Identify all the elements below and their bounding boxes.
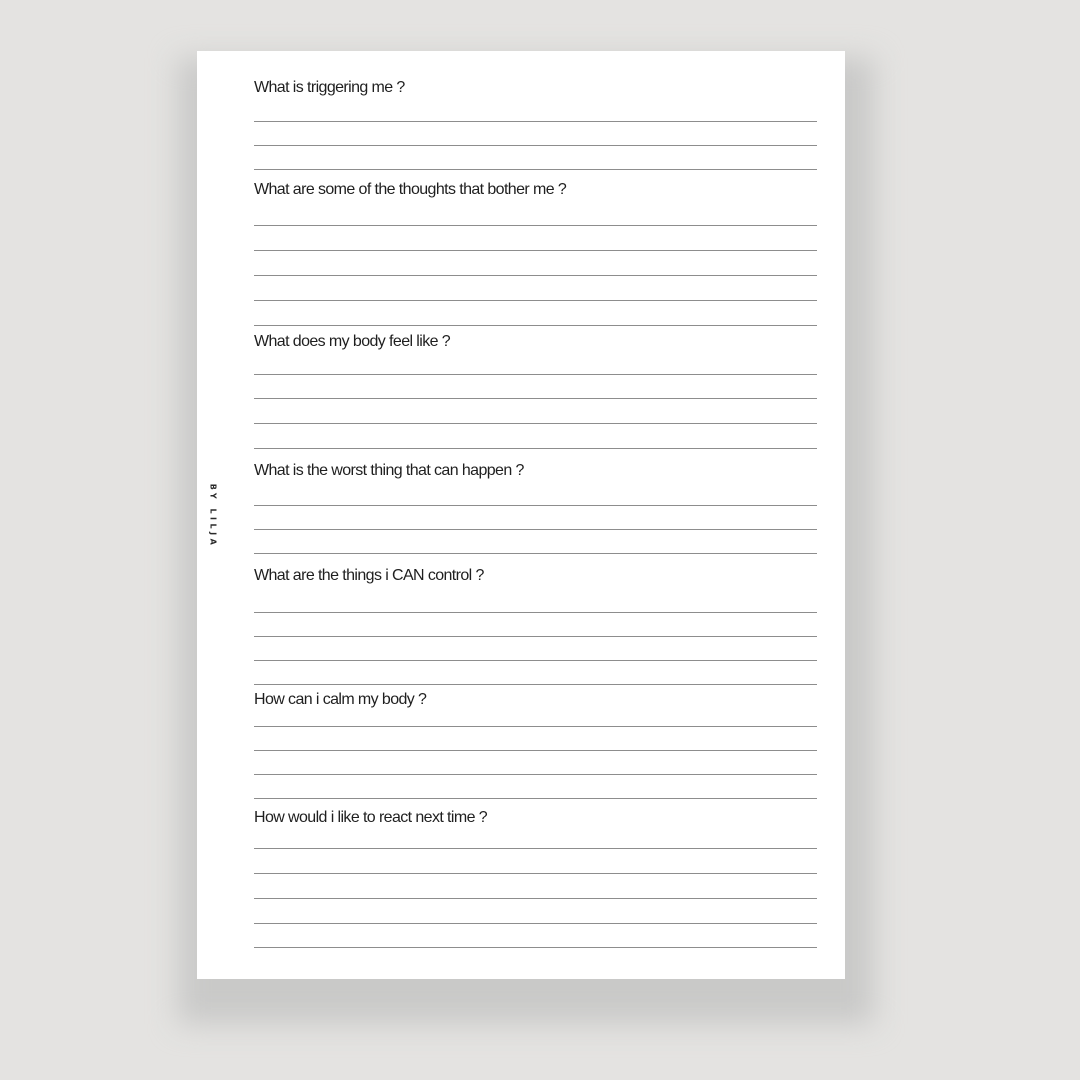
writing-line bbox=[254, 121, 817, 122]
writing-line bbox=[254, 636, 817, 637]
writing-line bbox=[254, 505, 817, 506]
question-6: How can i calm my body ? bbox=[254, 691, 427, 708]
question-2: What are some of the thoughts that bother me ? bbox=[254, 181, 567, 198]
question-7: How would i like to react next time ? bbox=[254, 809, 488, 826]
writing-line bbox=[254, 898, 817, 899]
writing-line bbox=[254, 448, 817, 449]
writing-line bbox=[254, 684, 817, 685]
question-3: What does my body feel like ? bbox=[254, 333, 451, 350]
writing-line bbox=[254, 750, 817, 751]
writing-line bbox=[254, 660, 817, 661]
writing-line bbox=[254, 250, 817, 251]
writing-line bbox=[254, 529, 817, 530]
brand-label: BY LILJA bbox=[208, 483, 218, 549]
writing-line bbox=[254, 726, 817, 727]
writing-line bbox=[254, 947, 817, 948]
writing-line bbox=[254, 145, 817, 146]
writing-line bbox=[254, 923, 817, 924]
writing-line bbox=[254, 169, 817, 170]
writing-line bbox=[254, 275, 817, 276]
question-4: What is the worst thing that can happen ? bbox=[254, 462, 524, 479]
writing-line bbox=[254, 325, 817, 326]
writing-line bbox=[254, 225, 817, 226]
writing-line bbox=[254, 774, 817, 775]
writing-line bbox=[254, 873, 817, 874]
writing-line bbox=[254, 398, 817, 399]
question-5: What are the things i CAN control ? bbox=[254, 567, 484, 584]
writing-line bbox=[254, 798, 817, 799]
writing-line bbox=[254, 300, 817, 301]
writing-line bbox=[254, 423, 817, 424]
writing-line bbox=[254, 553, 817, 554]
writing-line bbox=[254, 848, 817, 849]
writing-line bbox=[254, 612, 817, 613]
writing-line bbox=[254, 374, 817, 375]
question-1: What is triggering me ? bbox=[254, 79, 405, 96]
